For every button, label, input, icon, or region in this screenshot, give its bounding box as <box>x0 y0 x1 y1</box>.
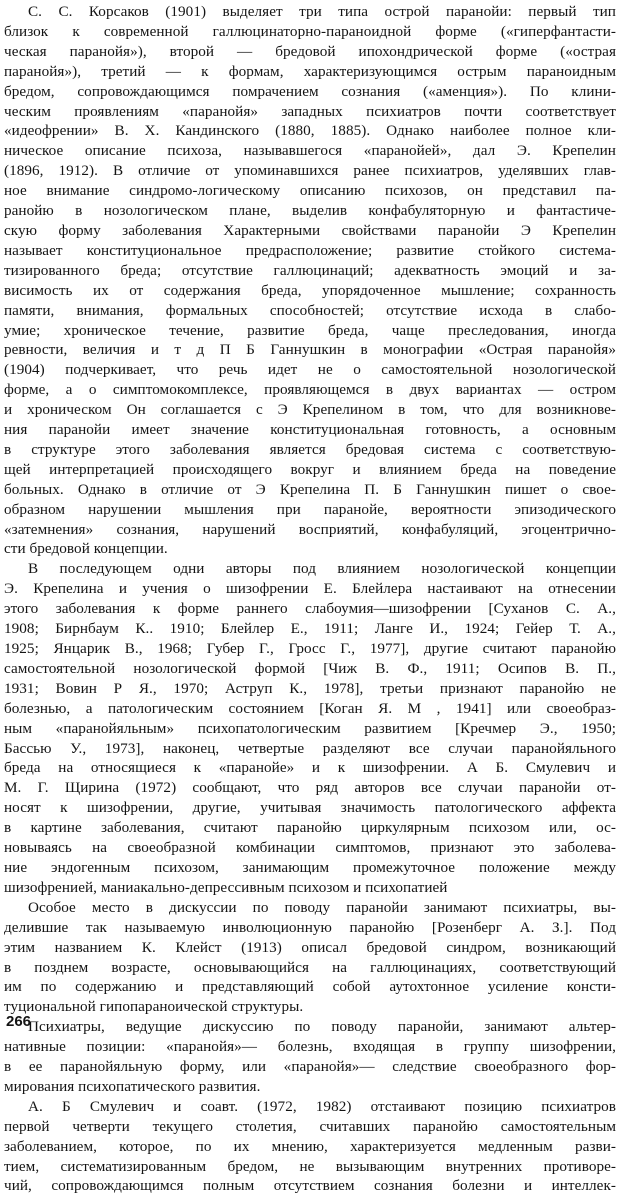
text-line: образном нарушении мышления при паранойе, вероятности эпизодического <box>4 500 616 518</box>
text-line: паранойя»), третий — к формам, характеризующимся острым параноидным <box>4 62 616 80</box>
page-number: 266 <box>6 1013 32 1030</box>
text-line: заболеванием, которое, по их мнению, характеризуется медленным разви- <box>4 1137 616 1155</box>
text-line: нативные позиции: «паранойя»— болезнь, входящая в группу шизофрении, <box>4 1038 616 1056</box>
text-line: бредом, сопровождающимся помрачением сознания («аменция»). По клини- <box>4 82 616 100</box>
text-line: (1904) подчеркивает, что речь идет не о самостоятельной нозологической <box>4 361 616 379</box>
text-line: (1896, 1912). В отличие от упоминавшихся ранее психиатров, уделявших глав- <box>4 162 616 180</box>
text-line: близок к современной галлюцинаторно-параноидной форме («гиперфантасти- <box>4 22 616 40</box>
text-line: называет конституциональное предрасположение; развитие стойкого система- <box>4 241 616 259</box>
text-line: «идеофрении» В. Х. Кандинского (1880, 1885). Однако наиболее полное кли- <box>4 122 616 140</box>
text-line: мирования психопатического развития. <box>4 1077 261 1095</box>
text-line: «затемнения» сознания, нарушений восприятий, конфабуляций, эгоцентрично- <box>4 520 616 538</box>
text-line: в ее паранойяльную форму, или «паранойя»— следствие своеобразного фор- <box>4 1058 616 1076</box>
text-line: 1908; Бирнбаум К.. 1910; Блейлер Е., 1911; Ланге И., 1924; Гейер Т. А., <box>4 620 616 638</box>
text-line: ние эндогенным психозом, занимающим промежуточное положение между <box>4 858 616 876</box>
text-line: бреда на относящиеся к «паранойе» и к шизофрении. А Б. Смулевич и <box>4 759 616 777</box>
text-line: в позднем возрасте, основывающийся на галлюцинациях, соответствующий <box>4 958 616 976</box>
text-line: щей интерпретацией происходящего вокруг и влиянием бреда на поведение <box>4 460 616 478</box>
body-text <box>4 2 616 1196</box>
text-line: делившие так называемую инволюционную паранойю [Розенберг А. З.]. Под <box>4 918 616 936</box>
text-line: болезнью, а патологическим состоянием [Коган Я. М , 1941] или своеобраз- <box>4 699 616 717</box>
text-line: этого заболевания к форме раннего слабоумия—шизофрении [Суханов С. А., <box>4 600 616 618</box>
text-line: в картине заболевания, считают паранойю циркулярным психозом или, ос- <box>4 819 616 837</box>
text-line: Э. Крепелина и учения о шизофрении Е. Блейлера настаивают на отнесении <box>4 580 616 598</box>
text-line: ческим проявлениям «паранойя» западных психиатров почти соответствует <box>4 102 616 120</box>
text-line: чий, сопровождающимся полным отсутствием сознания болезни и интеллек- <box>4 1177 616 1195</box>
text-line: памяти, внимания, формальных способностей; отсутствие исхода в слабо- <box>4 301 616 319</box>
text-line: А. Б Смулевич и соавт. (1972, 1982) отстаивают позицию психиатров <box>28 1097 616 1115</box>
text-line: Особое место в дискуссии по поводу паранойи занимают психиатры, вы- <box>28 898 616 916</box>
text-line: этим названием К. Клейст (1913) описал бредовой синдром, возникающий <box>4 938 616 956</box>
text-line: ное внимание синдромо-логическому описанию психозов, он представил па- <box>4 182 616 200</box>
text-line: С. С. Корсаков (1901) выделяет три типа острой паранойи: первый тип <box>28 3 616 20</box>
text-line: форме, а о симптомокомплексе, проявляющемся в двух вариантах — остром <box>4 381 616 399</box>
text-line: ревности, величия и т д П Б Ганнушкин в монографии «Острая паранойя» <box>4 341 616 359</box>
text-line: скую форму заболевания Характерными свойствами паранойи Э Крепелин <box>4 221 616 239</box>
text-line: висимость их от содержания бреда, упорядоченное мышление; сохранность <box>4 281 616 299</box>
text-line: и хроническом Он соглашается с Э Крепелином в том, что для возникнове- <box>4 401 616 419</box>
text-line: первой четверти текущего столетия, считавших паранойю самостоятельным <box>4 1117 616 1135</box>
text-line: М. Г. Щирина (1972) сообщают, что ряд авторов все случаи паранойи от- <box>4 779 616 797</box>
text-line: ным «паранойяльным» психопатологическим развитием [Кречмер Э., 1950; <box>4 719 616 737</box>
text-line: ранойю в нозологическом плане, выделив конфабуляторную и фантастиче- <box>4 202 616 220</box>
text-line: самостоятельной нозологической формой [Чиж В. Ф., 1911; Осипов В. П., <box>4 659 616 677</box>
text-line: В последующем одни авторы под влиянием нозологической концепции <box>28 560 616 578</box>
text-line: 1931; Вовин Р Я., 1970; Аструп К., 1978], третьи признают паранойю не <box>4 679 616 697</box>
text-line: шизофренией, маниакально-депрессивным психозом и психопатией <box>4 878 448 896</box>
text-line: в структуре этого заболевания является бредовая система с соответствую- <box>4 440 616 458</box>
text-line: 1925; Янцарик В., 1968; Губер Г., Гросс Г., 1977], другие считают паранойю <box>4 640 616 657</box>
text-line: ния паранойи имеет значение конституциональная готовность, а основным <box>4 421 616 439</box>
text-line: новываясь на своеобразной комбинации симптомов, признают это заболева- <box>4 839 616 857</box>
text-line: умие; хроническое течение, развитие бреда, чаще преследования, иногда <box>4 321 616 339</box>
text-line: им по содержанию и представляющий собой аутохтонное усиление консти- <box>4 978 616 996</box>
text-line: ческая паранойя»), второй — бредовой ипохондрической форме («острая <box>4 42 616 60</box>
text-line: туциональной гипопараноической структуры. <box>4 998 304 1016</box>
document-page <box>4 2 616 1195</box>
text-line: Бассью У., 1973], наконец, четвертые разделяют все случаи паранойяльного <box>4 739 616 757</box>
text-line: Психиатры, ведущие дискуссию по поводу паранойи, занимают альтер- <box>28 1018 616 1036</box>
text-line: ническое описание психоза, называвшегося «паранойей», дал Э. Крепелин <box>4 142 616 160</box>
text-line: сти бредовой концепции. <box>4 540 168 558</box>
text-line: носят к шизофрении, другие, учитывая значимость патологического аффекта <box>4 799 616 817</box>
text-line: больных. Однако в отличие от Э Крепелина П. Б Ганнушкин пишет о свое- <box>4 480 616 498</box>
text-line: тизированного бреда; отсутствие галлюцинаций; адекватность эмоций и за- <box>4 261 616 279</box>
text-line: тием, систематизированным бредом, не вызывающим внутренних противоре- <box>4 1157 616 1175</box>
